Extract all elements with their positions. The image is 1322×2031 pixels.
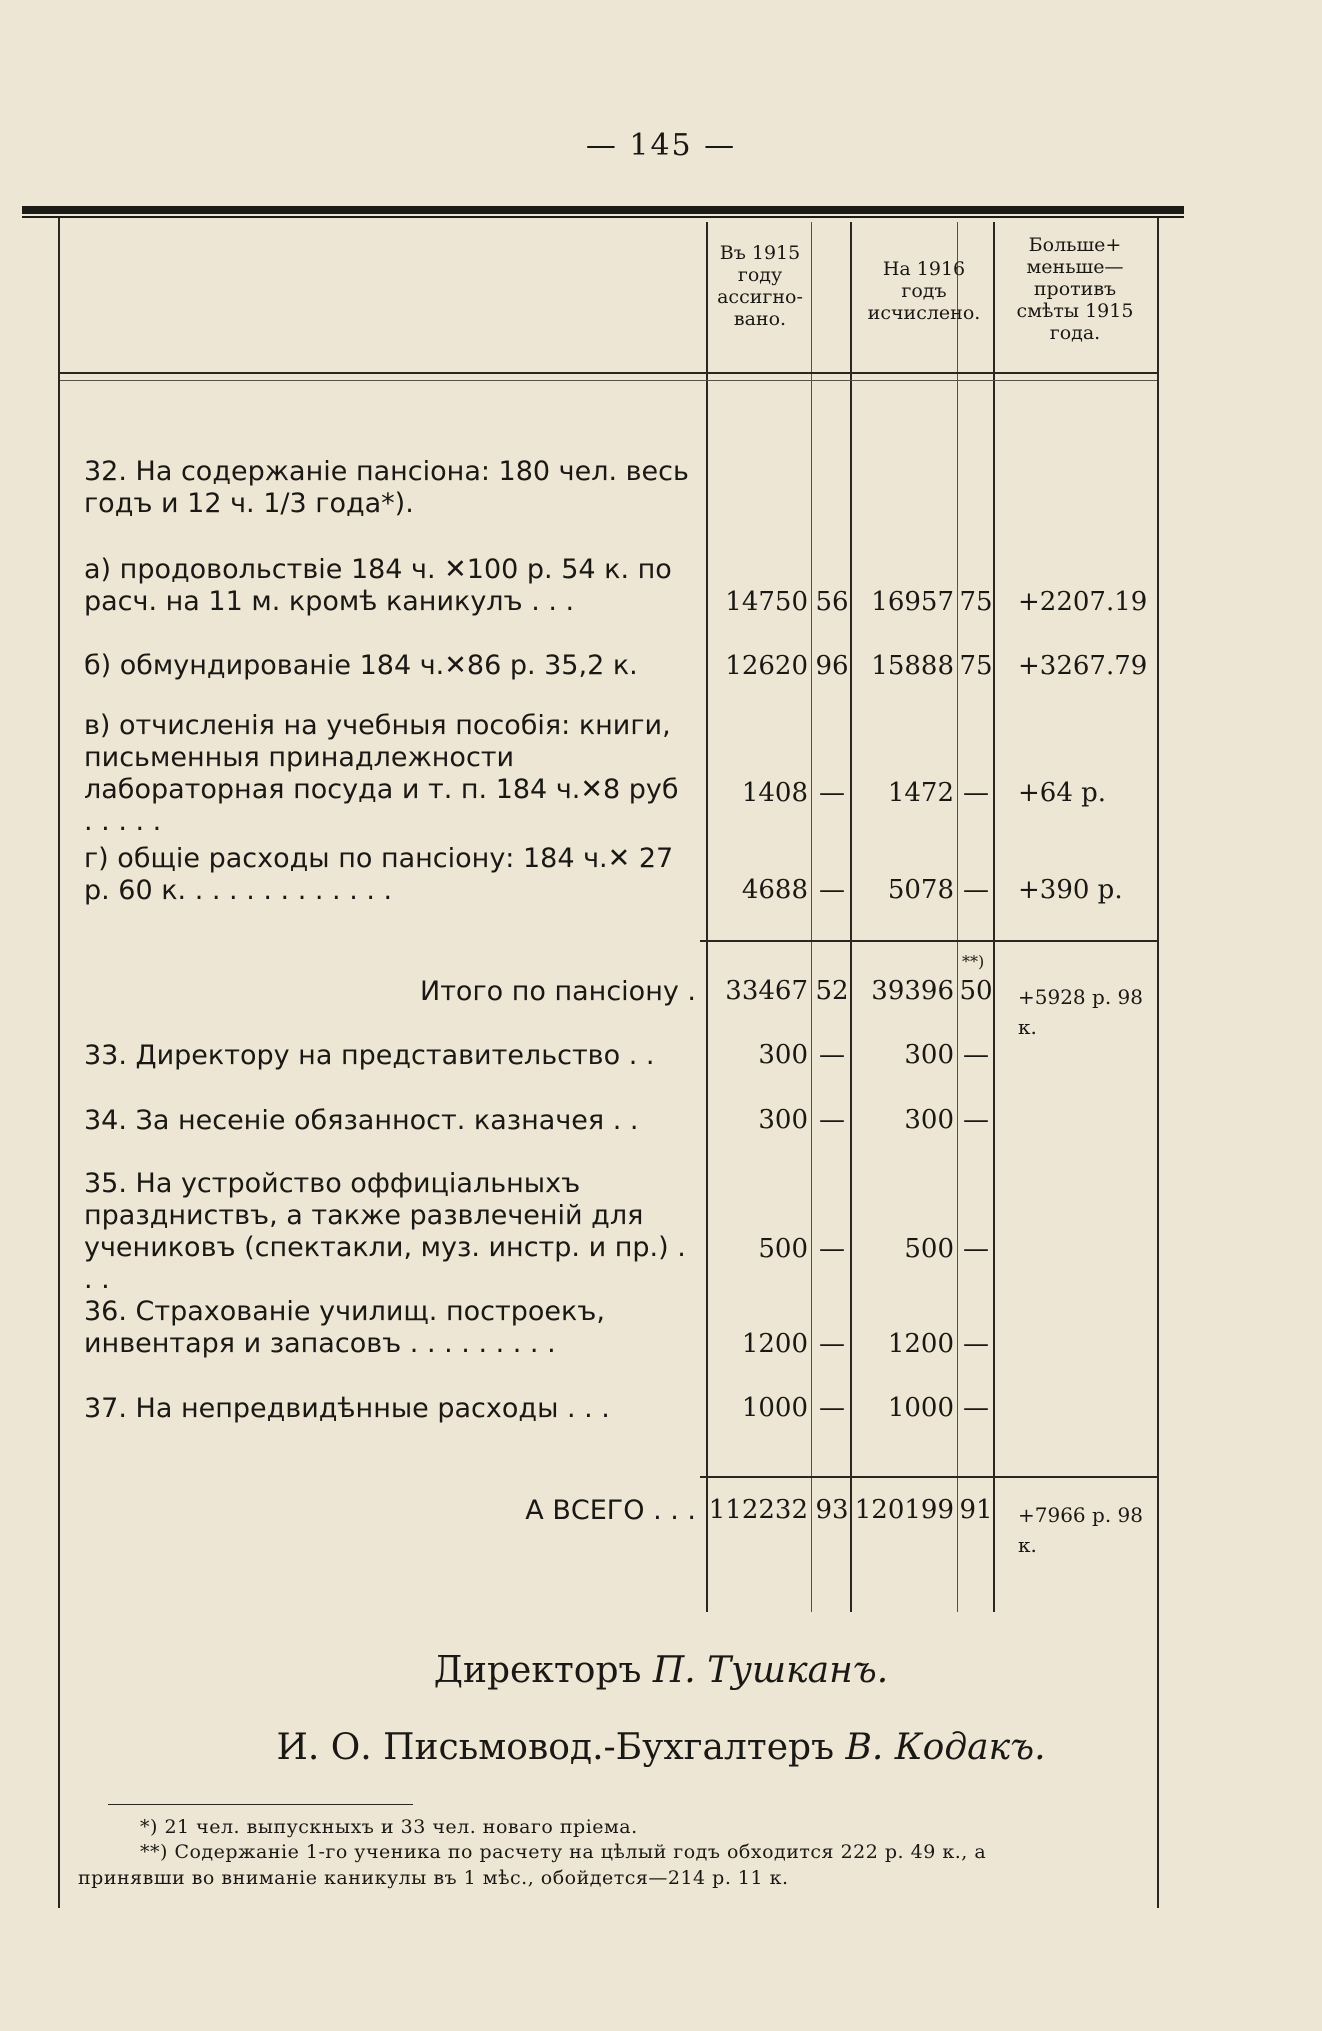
row-33-label: 33. Директору на представительство . . (84, 1040, 655, 1071)
page-number: — 145 — (585, 128, 737, 163)
row-34-1916-rubles: 300 (904, 1105, 954, 1135)
row-b-1916-kopecks: 75 (959, 651, 993, 681)
row-35-1916-kopecks: — (963, 1234, 989, 1264)
header-1915: Въ 1915 году ассигно- вано. (717, 242, 803, 330)
row-34-1915-kopecks: — (819, 1105, 845, 1135)
row-34-label: 34. За несеніе обязанност. казначея . . (84, 1105, 639, 1136)
table-top-rule-thin (22, 216, 1184, 218)
row-v-label: в) отчисленія на учебныя пособія: книги, письменныя принадлежности лабораторная посуда и т. п. 184 ч.✕8 руб . . . . . (84, 710, 679, 837)
subtotal-difference: +5928 р. 98 к. (1018, 985, 1143, 1039)
row-a-label: а) продовольствіе 184 ч. ✕100 р. 54 к. по расч. на 11 м. кромѣ каникулъ . . . (84, 554, 672, 617)
total-label: А ВСЕГО . . . (525, 1495, 696, 1526)
row-v-1915-rubles: 1408 (741, 778, 808, 808)
row-35-label: 35. На устройство оффиціальныхъ праздниствъ, а также развлеченій для учениковъ (спектакли, муз. инстр. и пр.) . . . (84, 1168, 686, 1295)
total-1916-rubles: 120199 (854, 1495, 954, 1525)
row-a-1915-kopecks: 56 (815, 587, 849, 617)
row-35-1916-rubles: 500 (904, 1234, 954, 1264)
header-bottom-rule-thin (60, 380, 1157, 381)
row-36-1916-rubles: 1200 (887, 1329, 954, 1359)
director-signature (0, 1650, 1322, 1691)
row-35-1915-rubles: 500 (758, 1234, 808, 1264)
row-36-1915-kopecks: — (819, 1329, 845, 1359)
footnote-2-line-2: принявши во вниманіе каникулы въ 1 мѣс., обойдется—214 р. 11 к. (78, 1867, 789, 1889)
row-g-1915-rubles: 4688 (741, 875, 808, 905)
total-rule (700, 1476, 1157, 1478)
row-g-1916-rubles: 5078 (887, 875, 954, 905)
row-v-1916-kopecks: — (963, 778, 989, 808)
column-divider-1915 (706, 222, 708, 1612)
director-title: Директоръ (433, 1650, 642, 1691)
clerk-signature (0, 1727, 1322, 1768)
clerk-name: В. Кодакъ. (845, 1727, 1046, 1768)
row-33-1916-rubles: 300 (904, 1040, 954, 1070)
row-32-label: 32. На содержаніе пансіона: 180 чел. весь годъ и 12 ч. 1/3 года*). (84, 456, 689, 519)
row-34-1915-rubles: 300 (758, 1105, 808, 1135)
subtotal-1916-rubles: 39396 (871, 976, 954, 1006)
row-34-1916-kopecks: — (963, 1105, 989, 1135)
row-33-1915-kopecks: — (819, 1040, 845, 1070)
row-v-1915-kopecks: — (819, 778, 845, 808)
header-bottom-rule (60, 372, 1157, 374)
row-36-label: 36. Страхованіе училищ. построекъ, инвентаря и запасовъ . . . . . . . . . (84, 1296, 605, 1359)
row-a-difference: +2207.19 (1018, 587, 1148, 617)
subtotal-footnote-mark: **) (962, 952, 985, 971)
row-a-1916-kopecks: 75 (959, 587, 993, 617)
row-37-1916-rubles: 1000 (887, 1393, 954, 1423)
header-1916: На 1916 годъ исчислено. (867, 258, 981, 324)
row-a-1915-rubles: 14750 (725, 587, 808, 617)
subtotal-rule (700, 940, 1157, 942)
row-33-1915-rubles: 300 (758, 1040, 808, 1070)
row-g-difference: +390 р. (1018, 875, 1123, 905)
row-b-label: б) обмундированіе 184 ч.✕86 р. 35,2 к. (84, 650, 638, 681)
row-36-1916-kopecks: — (963, 1329, 989, 1359)
row-b-1915-rubles: 12620 (725, 651, 808, 681)
footnote-2-line-1: **) Содержаніе 1-го ученика по расчету на цѣлый годъ обходится 222 р. 49 к., а (140, 1841, 987, 1863)
row-g-label: г) общіе расходы по пансіону: 184 ч.✕ 27 р. 60 к. . . . . . . . . . . . . (84, 843, 674, 906)
row-33-1916-kopecks: — (963, 1040, 989, 1070)
row-37-1915-rubles: 1000 (741, 1393, 808, 1423)
total-1915-kopecks: 93 (815, 1495, 849, 1525)
row-v-1916-rubles: 1472 (887, 778, 954, 808)
subtotal-1915-rubles: 33467 (725, 976, 808, 1006)
row-36-1915-rubles: 1200 (741, 1329, 808, 1359)
row-g-1916-kopecks: — (963, 875, 989, 905)
clerk-title: И. О. Письмовод.-Бухгалтеръ (276, 1727, 834, 1768)
row-a-1916-rubles: 16957 (871, 587, 954, 617)
total-1915-rubles: 112232 (708, 1495, 808, 1525)
footnote-rule (108, 1804, 413, 1805)
total-1916-kopecks: 91 (959, 1495, 993, 1525)
subtotal-1915-kopecks: 52 (815, 976, 849, 1006)
row-37-1916-kopecks: — (963, 1393, 989, 1423)
subtotal-label: Итого по пансіону . (420, 976, 696, 1007)
table-top-rule (22, 206, 1184, 214)
total-difference: +7966 р. 98 к. (1018, 1503, 1143, 1557)
subtotal-1916-kopecks: 50 (959, 976, 993, 1006)
row-37-label: 37. На непредвидѣнные расходы . . . (84, 1393, 610, 1424)
row-b-difference: +3267.79 (1018, 651, 1148, 681)
header-diff: Больше+ меньше— противъ смѣты 1915 года. (1016, 234, 1134, 344)
footnote-1: *) 21 чел. выпускныхъ и 33 чел. новаго пріема. (140, 1816, 638, 1838)
row-g-1915-kopecks: — (819, 875, 845, 905)
row-37-1915-kopecks: — (819, 1393, 845, 1423)
row-v-difference: +64 р. (1018, 778, 1107, 808)
row-35-1915-kopecks: — (819, 1234, 845, 1264)
director-name: П. Тушканъ. (652, 1650, 889, 1691)
row-b-1916-rubles: 15888 (871, 651, 954, 681)
row-b-1915-kopecks: 96 (815, 651, 849, 681)
